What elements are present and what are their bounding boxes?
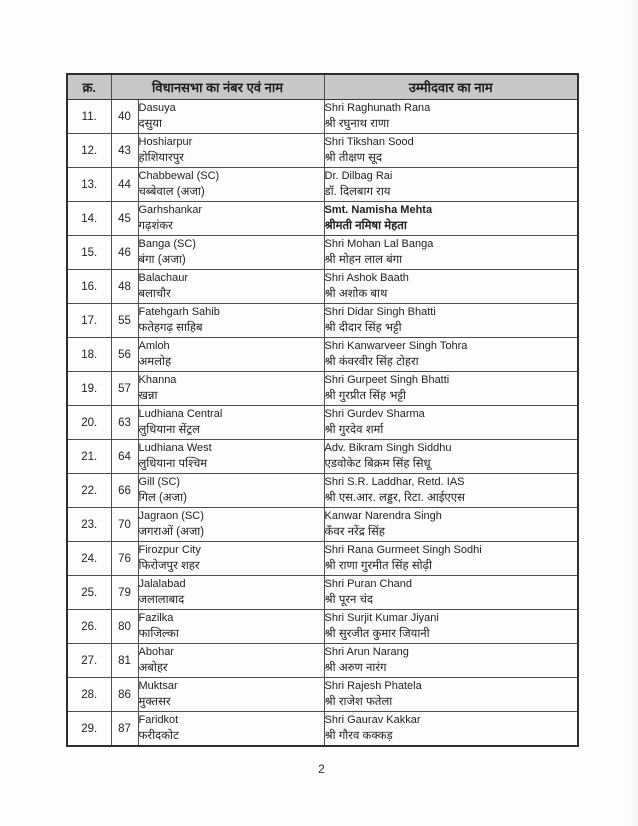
candidate-cell xyxy=(324,542,578,576)
constituency-name-en: Muktsar xyxy=(138,680,178,692)
constituency-number-cell: 87 xyxy=(111,712,138,747)
serial-cell: 13. xyxy=(67,168,111,202)
constituency-name-en: Abohar xyxy=(138,646,174,658)
candidate-name-hi: श्रीमती नमिषा मेहता xyxy=(324,220,407,232)
candidate-name-en: Shri Rana Gurmeet Singh Sodhi xyxy=(324,544,482,556)
constituency-name-hi: खन्ना xyxy=(138,390,158,402)
serial-cell: 25. xyxy=(67,576,111,610)
document-page xyxy=(66,73,577,776)
candidate-name-en: Shri S.R. Laddhar, Retd. IAS xyxy=(324,476,465,488)
constituency-number-cell: 44 xyxy=(111,168,138,202)
candidate-name-en: Shri Kanwarveer Singh Tohra xyxy=(324,340,468,352)
candidate-name-hi: श्री रघुनाथ राणा xyxy=(324,118,390,130)
candidate-name-hi: श्री गुरप्रीत सिंह भट्टी xyxy=(324,390,407,402)
table-row xyxy=(67,270,578,304)
candidate-name-hi: एडवोकेट बिक्रम सिंह सिधू xyxy=(324,458,431,470)
constituency-cell xyxy=(138,304,324,338)
table-row xyxy=(67,168,578,202)
constituency-cell xyxy=(138,270,324,304)
header-constituency: विधानसभा का नंबर एवं नाम xyxy=(111,74,324,100)
serial-cell: 20. xyxy=(67,406,111,440)
serial-cell: 21. xyxy=(67,440,111,474)
table-row xyxy=(67,644,578,678)
candidate-name-en: Shri Gaurav Kakkar xyxy=(324,714,421,726)
constituency-number-cell: 66 xyxy=(111,474,138,508)
candidate-cell xyxy=(324,372,578,406)
candidate-name-hi: डॉ. दिलबाग राय xyxy=(324,186,391,198)
constituency-name-hi: अबोहर xyxy=(138,662,168,674)
constituency-name-en: Gill (SC) xyxy=(138,476,181,488)
serial-cell: 29. xyxy=(67,712,111,747)
scan-edge-shading xyxy=(628,0,638,826)
candidate-name-hi: श्री गौरव कक्कड़ xyxy=(324,730,393,742)
constituency-name-en: Balachaur xyxy=(138,272,189,284)
table-row xyxy=(67,610,578,644)
candidate-name-hi: श्री राजेश फतेला xyxy=(324,696,393,708)
candidate-name-en: Shri Gurpeet Singh Bhatti xyxy=(324,374,450,386)
constituency-cell xyxy=(138,134,324,168)
constituency-name-en: Amloh xyxy=(138,340,170,352)
serial-cell: 16. xyxy=(67,270,111,304)
serial-cell: 28. xyxy=(67,678,111,712)
constituency-name-en: Fatehgarh Sahib xyxy=(138,306,220,318)
candidate-name-en: Shri Puran Chand xyxy=(324,578,412,590)
candidate-name-hi: श्री राणा गुरमीत सिंह सोढ़ी xyxy=(324,560,433,572)
constituency-number-cell: 55 xyxy=(111,304,138,338)
candidate-cell xyxy=(324,610,578,644)
constituency-name-hi: बंगा (अजा) xyxy=(138,254,186,266)
constituency-name-hi: फरीदकोट xyxy=(138,730,179,742)
candidate-name-en: Shri Didar Singh Bhatti xyxy=(324,306,436,318)
serial-cell: 22. xyxy=(67,474,111,508)
constituency-name-hi: फिरोजपुर शहर xyxy=(138,560,200,572)
candidate-name-en: Shri Gurdev Sharma xyxy=(324,408,425,420)
constituency-number-cell: 70 xyxy=(111,508,138,542)
constituency-cell xyxy=(138,440,324,474)
constituency-name-hi: गढ़शंकर xyxy=(138,220,173,232)
constituency-cell xyxy=(138,168,324,202)
constituency-name-hi: फाजिल्का xyxy=(138,628,179,640)
table-header xyxy=(67,74,578,100)
candidate-name-en: Smt. Namisha Mehta xyxy=(324,204,433,216)
candidate-cell xyxy=(324,678,578,712)
candidates-table xyxy=(66,73,579,747)
constituency-number-cell: 48 xyxy=(111,270,138,304)
constituency-number-cell: 79 xyxy=(111,576,138,610)
serial-cell: 14. xyxy=(67,202,111,236)
constituency-number-cell: 43 xyxy=(111,134,138,168)
constituency-number-cell: 56 xyxy=(111,338,138,372)
serial-cell: 15. xyxy=(67,236,111,270)
candidate-name-en: Adv. Bikram Singh Siddhu xyxy=(324,442,452,454)
constituency-name-en: Faridkot xyxy=(138,714,179,726)
constituency-number-cell: 57 xyxy=(111,372,138,406)
serial-cell: 24. xyxy=(67,542,111,576)
serial-cell: 27. xyxy=(67,644,111,678)
constituency-cell xyxy=(138,542,324,576)
table-row xyxy=(67,406,578,440)
serial-cell: 26. xyxy=(67,610,111,644)
constituency-cell xyxy=(138,610,324,644)
table-row xyxy=(67,678,578,712)
header-serial: क्र. xyxy=(67,74,111,100)
constituency-cell xyxy=(138,236,324,270)
candidate-name-en: Kanwar Narendra Singh xyxy=(324,510,442,522)
constituency-number-cell: 80 xyxy=(111,610,138,644)
table-row xyxy=(67,236,578,270)
constituency-cell xyxy=(138,406,324,440)
constituency-name-en: Hoshiarpur xyxy=(138,136,193,148)
constituency-name-en: Jagraon (SC) xyxy=(138,510,204,522)
constituency-name-en: Ludhiana Central xyxy=(138,408,223,420)
constituency-cell xyxy=(138,338,324,372)
candidate-name-hi: श्री एस.आर. लड्डर, रिटा. आईएएस xyxy=(324,492,465,504)
table-row xyxy=(67,508,578,542)
constituency-number-cell: 64 xyxy=(111,440,138,474)
constituency-name-en: Banga (SC) xyxy=(138,238,196,250)
candidate-name-hi: श्री सुरजीत कुमार जियानी xyxy=(324,628,430,640)
candidate-name-en: Dr. Dilbag Rai xyxy=(324,170,393,182)
constituency-name-hi: अमलोह xyxy=(138,356,172,368)
constituency-number-cell: 40 xyxy=(111,100,138,134)
candidate-name-en: Shri Ashok Baath xyxy=(324,272,409,284)
constituency-name-en: Dasuya xyxy=(138,102,176,114)
candidate-cell xyxy=(324,134,578,168)
table-row xyxy=(67,542,578,576)
serial-cell: 19. xyxy=(67,372,111,406)
constituency-cell xyxy=(138,712,324,747)
table-row xyxy=(67,202,578,236)
candidate-name-en: Shri Raghunath Rana xyxy=(324,102,431,114)
candidate-cell xyxy=(324,508,578,542)
table-row xyxy=(67,100,578,134)
constituency-name-en: Garhshankar xyxy=(138,204,203,216)
candidate-cell xyxy=(324,304,578,338)
table-body xyxy=(67,100,578,747)
table-row xyxy=(67,576,578,610)
candidate-name-hi: श्री पूरन चंद xyxy=(324,594,374,606)
constituency-number-cell: 76 xyxy=(111,542,138,576)
constituency-name-hi: दसुया xyxy=(138,118,163,130)
candidate-name-hi: श्री कंवरवीर सिंह टोहरा xyxy=(324,356,419,368)
constituency-cell xyxy=(138,644,324,678)
candidate-cell xyxy=(324,406,578,440)
header-row xyxy=(67,74,578,100)
table-row xyxy=(67,338,578,372)
candidate-cell xyxy=(324,440,578,474)
constituency-name-en: Jalalabad xyxy=(138,578,186,590)
constituency-number-cell: 46 xyxy=(111,236,138,270)
constituency-name-en: Chabbewal (SC) xyxy=(138,170,220,182)
candidate-cell xyxy=(324,202,578,236)
table-row xyxy=(67,440,578,474)
constituency-number-cell: 63 xyxy=(111,406,138,440)
candidate-cell xyxy=(324,100,578,134)
constituency-cell xyxy=(138,100,324,134)
candidate-cell xyxy=(324,236,578,270)
constituency-name-en: Ludhiana West xyxy=(138,442,212,454)
header-candidate: उम्मीदवार का नाम xyxy=(324,74,578,100)
serial-cell: 11. xyxy=(67,100,111,134)
candidate-cell xyxy=(324,644,578,678)
candidate-name-en: Shri Tikshan Sood xyxy=(324,136,414,148)
candidate-cell xyxy=(324,576,578,610)
serial-cell: 17. xyxy=(67,304,111,338)
candidate-cell xyxy=(324,474,578,508)
candidate-name-en: Shri Mohan Lal Banga xyxy=(324,238,434,250)
constituency-cell xyxy=(138,372,324,406)
constituency-name-hi: जगराओं (अजा) xyxy=(138,526,205,538)
candidate-name-hi: श्री मोहन लाल बंगा xyxy=(324,254,403,266)
constituency-name-hi: होशियारपुर xyxy=(138,152,184,164)
constituency-name-hi: मुक्तसर xyxy=(138,696,171,708)
constituency-name-hi: लुधियाना सेंट्रल xyxy=(138,424,200,436)
serial-cell: 23. xyxy=(67,508,111,542)
constituency-number-cell: 81 xyxy=(111,644,138,678)
candidate-cell xyxy=(324,168,578,202)
table-row xyxy=(67,474,578,508)
candidate-name-en: Shri Arun Narang xyxy=(324,646,409,658)
candidate-name-en: Shri Surjit Kumar Jiyani xyxy=(324,612,439,624)
candidate-name-hi: श्री अशोक बाथ xyxy=(324,288,388,300)
serial-cell: 18. xyxy=(67,338,111,372)
table-row xyxy=(67,372,578,406)
candidate-cell xyxy=(324,712,578,747)
constituency-cell xyxy=(138,474,324,508)
candidate-name-hi: कँवर नरेंद्र सिंह xyxy=(324,526,385,538)
candidate-name-hi: श्री गुरदेव शर्मा xyxy=(324,424,384,436)
candidate-name-hi: श्री तीक्षण सूद xyxy=(324,152,382,164)
constituency-cell xyxy=(138,202,324,236)
constituency-number-cell: 45 xyxy=(111,202,138,236)
constituency-name-hi: लुधियाना पश्चिम xyxy=(138,458,208,470)
constituency-name-en: Fazilka xyxy=(138,612,174,624)
constituency-name-hi: जलालाबाद xyxy=(138,594,185,606)
constituency-name-hi: चब्बेवाल (अजा) xyxy=(138,186,205,198)
constituency-name-en: Firozpur City xyxy=(138,544,201,556)
constituency-name-hi: गिल (अजा) xyxy=(138,492,187,504)
candidate-cell xyxy=(324,338,578,372)
table-row xyxy=(67,134,578,168)
page-number: 2 xyxy=(318,762,325,776)
constituency-number-cell: 86 xyxy=(111,678,138,712)
constituency-name-hi: फतेहगढ़ साहिब xyxy=(138,322,203,334)
serial-cell: 12. xyxy=(67,134,111,168)
table-row xyxy=(67,712,578,747)
candidate-cell xyxy=(324,270,578,304)
candidate-name-en: Shri Rajesh Phatela xyxy=(324,680,422,692)
constituency-cell xyxy=(138,508,324,542)
candidate-name-hi: श्री अरुण नारंग xyxy=(324,662,387,674)
table-row xyxy=(67,304,578,338)
constituency-cell xyxy=(138,576,324,610)
constituency-name-hi: बलाचौर xyxy=(138,288,171,300)
candidate-name-hi: श्री दीदार सिंह भट्टी xyxy=(324,322,402,334)
constituency-name-en: Khanna xyxy=(138,374,177,386)
constituency-cell xyxy=(138,678,324,712)
